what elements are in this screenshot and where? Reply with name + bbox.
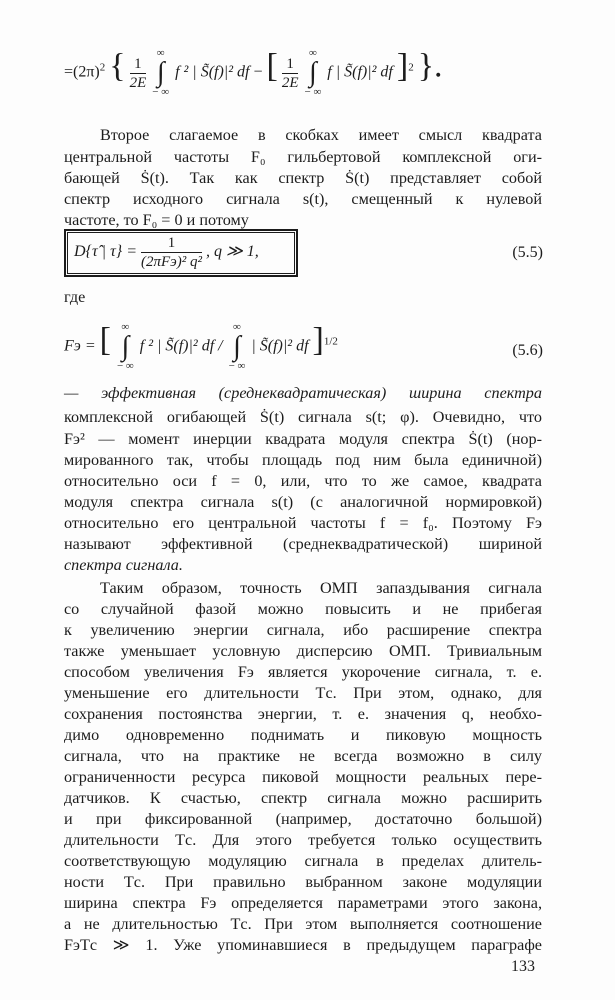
para3-line: FэTс ≫ 1. Уже упоминавшиеся в предыдущем параграфе: [64, 936, 542, 954]
eq56-lhs: Fэ =: [64, 337, 96, 355]
equation-5-5-label: (5.5): [512, 244, 543, 261]
frac1-numerator: 1: [130, 55, 147, 74]
frac2-denominator: 2E: [281, 74, 299, 91]
para3-line: ности Tс. При правильно выбранном законе модуляции: [64, 873, 542, 891]
formula-top-term-1: f ² | S̃(f)|² df: [175, 63, 250, 81]
para3-line: также уменьшает условную дисперсию ОМП. Тривиальным: [64, 642, 542, 660]
eq56-integral-1: ∞ ∫ − ∞: [116, 321, 134, 372]
page-number: 133: [511, 958, 535, 975]
where-word: где: [64, 288, 86, 306]
integral-2-lower: − ∞: [304, 86, 322, 98]
para3-line: ширина спектра Fэ определяется параметрами этого закона,: [64, 894, 542, 912]
eq56-power: 1/2: [323, 335, 338, 348]
para3-line: соответствующую модуляцию сигнала в пределах длитель-: [64, 852, 542, 870]
eq56-integral-2-upper: ∞: [233, 321, 241, 333]
para1-line: Второе слагаемое в скобках имеет смысл квадрата: [100, 126, 542, 144]
para1-line: частоте, то F₀ = 0 и потому: [64, 211, 249, 229]
eq56-term-2: | S̃(f)|² df: [251, 337, 309, 355]
para3-line: со случайной фазой можно повысить и не прибегая: [64, 600, 542, 618]
equation-5-5-box: [64, 229, 298, 277]
para2-line: комплексной огибающей Ṡ(t) сигнала s(t; φ). Очевидно, что: [64, 408, 542, 426]
para3-line: датчиков. К счастью, спектр сигнала можно расширить: [64, 789, 542, 807]
formula-top-bracket-power: 2: [408, 61, 414, 74]
para2-line: относительно его центральной частоты f = f₀. Поэтому Fэ: [64, 514, 542, 532]
eq56-bracket-close: ]: [312, 321, 324, 359]
formula-top-fraction-1: [130, 55, 147, 92]
integral-1-lower: − ∞: [152, 86, 170, 98]
eq56-term-1: f ² | S̃(f)|² df /: [139, 337, 223, 355]
equation-5-6-label: (5.6): [512, 342, 543, 359]
eq55-condition: , q ≫ 1,: [206, 243, 259, 261]
eq55-denominator: (2πFэ)² q²: [141, 254, 203, 270]
para2-line: Fэ² — момент инерции квадрата модуля спектра Ṡ(t) (нор-: [64, 430, 542, 448]
frac1-denominator: 2E: [129, 74, 147, 91]
eq55-lhs: D{τ̂ | τ} =: [74, 243, 137, 261]
para2-line: относительно оси f = 0, или, что то же самое, квадрата: [64, 472, 542, 490]
integral-1-upper: ∞: [156, 47, 165, 59]
formula-top-square: 2: [99, 61, 106, 74]
formula-top: [64, 48, 542, 98]
para3-line: способом увеличения Fэ является укорочение сигнала, т. е.: [64, 663, 542, 681]
eq56-bracket-open: [: [99, 321, 111, 359]
para3-line: а не длительностью Tс. При этом выполняется соотношение: [64, 915, 542, 933]
eq56-integral-2-lower: − ∞: [228, 360, 246, 372]
para3-line: и при фиксированной (например, достаточно большой): [64, 810, 542, 828]
para3-line: длительности Tс. Для этого требуется только осуществить: [64, 831, 542, 849]
formula-top-bracket-close: ]: [396, 47, 409, 85]
eq56-integral-1-lower: − ∞: [116, 360, 134, 372]
integral-2-upper: ∞: [308, 47, 317, 59]
para2-line: — эффективная (среднеквадратическая) ширина спектра: [64, 384, 542, 402]
integral-2: ∞ ∫ − ∞: [304, 47, 322, 98]
formula-top-bracket-open: [: [266, 47, 278, 85]
eq56-integral-1-upper: ∞: [121, 321, 130, 333]
formula-top-minus: −: [253, 63, 263, 81]
frac2-numerator: 1: [282, 55, 299, 74]
eq55-fraction: [141, 234, 202, 271]
para3-line: ограниченности ресурса пиковой мощности реальных пере-: [64, 768, 542, 786]
para1-line: центральной частоты F₀ гильбертовой комплексной оги-: [64, 148, 542, 166]
para3-line: димо одновременно поднимать и пиковую мощность: [64, 726, 542, 744]
para2-line: спектра сигнала.: [64, 556, 183, 574]
para1-line: бающей Ṡ(t). Так как спектр Ṡ(t) представляет собой: [64, 169, 542, 187]
equation-5-6: [64, 322, 542, 372]
eq56-integral-2: ∞ ∫ − ∞: [228, 321, 246, 372]
para2-line: модуля спектра сигнала s(t) (с аналогичной нормировкой): [64, 493, 542, 511]
para3-line: сигнала, что на практике не всегда возможно в силу: [64, 747, 542, 765]
integral-1: ∞ ∫ − ∞: [152, 47, 170, 98]
para3-line: уменьшение его длительности Tс. При этом, однако, для: [64, 684, 542, 702]
para3-line: сохранения постоянства энергии, т. е. значения q, необхо-: [64, 705, 542, 723]
formula-top-brace-close: }.: [417, 47, 443, 85]
para2-line: называют эффективной (среднеквадратической) шириной: [64, 535, 542, 553]
para1-line: спектр исходного сигнала s(t), смещенный к нулевой: [64, 190, 542, 208]
formula-top-fraction-2: [282, 55, 299, 92]
formula-top-prefix: =(2π): [64, 63, 100, 81]
formula-top-brace-open: {: [109, 47, 126, 85]
formula-top-term-2: f | S̃(f)|² df: [327, 63, 393, 81]
eq55-numerator: 1: [141, 234, 202, 253]
para3-line: Таким образом, точность ОМП запаздывания сигнала: [100, 579, 542, 597]
para2-line: мированного так, чтобы площадь под ним была единичной): [64, 451, 542, 469]
para3-line: к увеличению энергии сигнала, ибо расширение спектра: [64, 621, 542, 639]
